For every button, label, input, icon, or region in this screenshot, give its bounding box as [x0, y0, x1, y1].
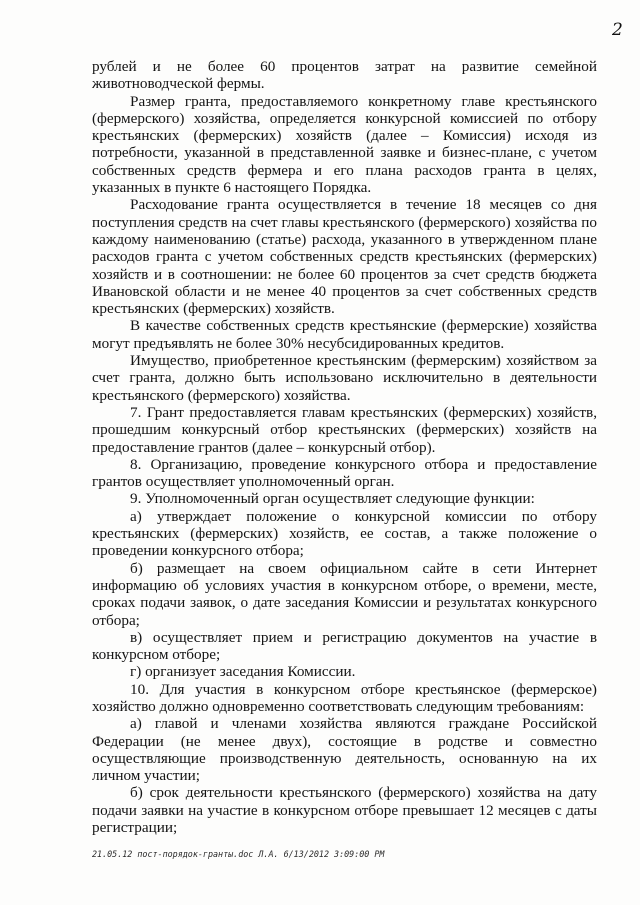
paragraph-item-9: 9. Уполномоченный орган осуществляет следующие функции: [130, 490, 535, 508]
paragraph-item-9v: в) осуществляет прием и регистрацию документов на участие в конкурсном отборе; [92, 628, 597, 664]
paragraph-property: Имущество, приобретенное крестьянским (фермерским) хозяйством за счет гранта, должно быть использовано исключительно в деятельности крестьянского (фермерского) хозяйства. [92, 352, 597, 404]
paragraph-continuation: рублей и не более 60 процентов затрат на развитие семейной животноводческой фермы. [92, 58, 597, 93]
paragraph-grant-size: Размер гранта, предоставляемого конкретному главе крестьянского (фермерского) хозяйства, определяется конкурсной комиссией по отбору крестьянских (фермерских) хозяйств (далее – Комиссия) исходя из потребности, указанной в представленной заявке и бизнес-плане, с учетом собственных средств фермера и его плана расходов гранта в целях, указанных в пункте 6 настоящего Порядка. [92, 92, 597, 197]
paragraph-grant-spending: Расходование гранта осуществляется в течение 18 месяцев со дня поступления средств на счет главы крестьянского (фермерского) хозяйства по каждому наименованию (статье) расхода, указанного в утвержденном плане расходов гранта с учетом собственных средств крестьянских (фермерских) хозяйств и в соотношении: не более 60 процентов за счет средств бюджета Ивановской области и не менее 40 процентов за счет собственных средств крестьянских (фермерских) хозяйств. [92, 196, 597, 318]
page-number: 2 [612, 20, 623, 40]
paragraph-item-9a: а) утверждает положение о конкурсной комиссии по отбору крестьянских (фермерских) хозяйств, ее состав, а также положение о проведении конкурсного отбора; [92, 507, 597, 560]
paragraph-item-10: 10. Для участия в конкурсном отборе крестьянское (фермерское) хозяйство должно одновременно соответствовать следующим требованиям: [92, 680, 597, 715]
paragraph-item-10b: б) срок деятельности крестьянского (фермерского) хозяйства на дату подачи заявки на участие в конкурсном отборе превышает 12 месяцев с даты регистрации; [92, 784, 597, 837]
paragraph-own-funds: В качестве собственных средств крестьянские (фермерские) хозяйства могут предъявлять не более 30% несубсидированных кредитов. [92, 317, 597, 352]
paragraph-item-8: 8. Организацию, проведение конкурсного отбора и предоставление грантов осуществляет уполномоченный орган. [92, 455, 597, 491]
document-footer: 21.05.12 пост-порядок-гранты.doc Л.А. 6/13/2012 3:09:00 PM [92, 849, 385, 859]
paragraph-item-7: 7. Грант предоставляется главам крестьянских (фермерских) хозяйств, прошедшим конкурсный отбор крестьянских (фермерских) хозяйств на предоставление грантов (далее – конкурсный отбор). [92, 403, 597, 456]
document-body [92, 58, 597, 836]
paragraph-item-10a: а) главой и членами хозяйства являются граждане Российской Федерации (не менее двух), состоящие в родстве и совместно осуществляющие производственную деятельность, основанную на их личном участии; [92, 715, 597, 785]
paragraph-item-9g: г) организует заседания Комиссии. [130, 663, 356, 681]
paragraph-item-9b: б) размещает на своем официальном сайте в сети Интернет информацию об условиях участия в конкурсном отборе, о времени, месте, сроках подачи заявок, о дате заседания Комиссии и результатах конкурсного отбора; [92, 559, 597, 629]
